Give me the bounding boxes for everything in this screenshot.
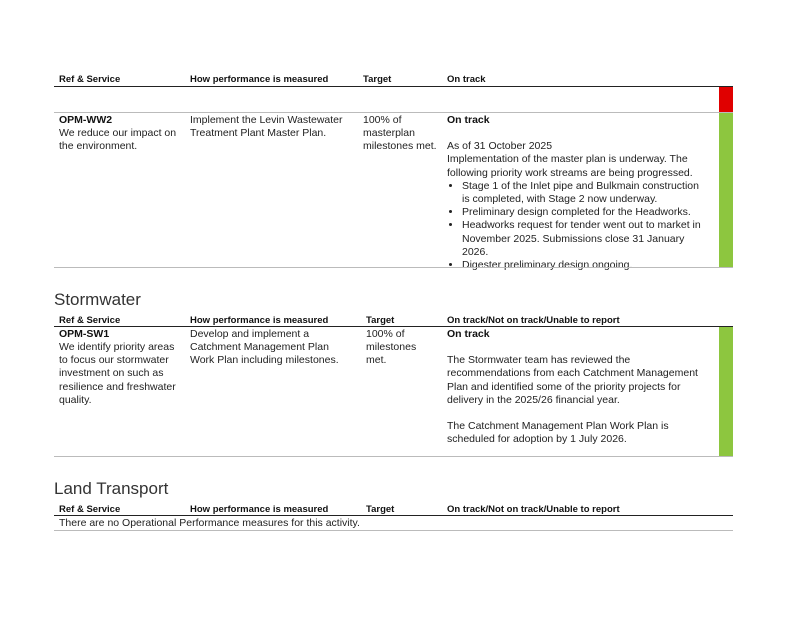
table1-header-target: Target <box>363 74 392 85</box>
table1-header-status: On track <box>447 74 486 85</box>
table1-status-title: On track <box>447 114 490 126</box>
table1-status-cell <box>447 114 709 272</box>
stormwater-ref-code: OPM-SW1 <box>59 328 110 340</box>
list-item: • Digester preliminary design ongoing. <box>462 259 709 272</box>
stormwater-header-status: On track/Not on track/Unable to report <box>447 315 620 326</box>
stormwater-ref-desc: We identify priority areas to focus our stormwater investment on such as resilience and freshwater quality. <box>59 341 176 406</box>
land-transport-header-how: How performance is measured <box>190 504 329 515</box>
table1-how: Implement the Levin Wastewater Treatment Plant Master Plan. <box>190 114 343 140</box>
section-title-stormwater: Stormwater <box>54 290 141 309</box>
land-transport-note: There are no Operational Performance measures for this activity. <box>59 517 360 529</box>
stormwater-row-green-indicator <box>719 327 733 456</box>
table1-ref-desc: We reduce our impact on the environment. <box>59 127 177 153</box>
stormwater-header-ref: Ref & Service <box>59 315 121 326</box>
table1-spacer-red-indicator <box>719 87 733 112</box>
table1-status-date: As of 31 October 2025 <box>447 140 553 153</box>
list-item: • Headworks request for tender went out to market in November 2025. Submissions close 31 January 2026. <box>462 219 709 259</box>
stormwater-target: 100% of milestones met. <box>366 328 417 367</box>
stormwater-status-cell <box>447 328 711 446</box>
land-transport-row-rule <box>54 530 733 531</box>
table1-row-green-indicator <box>719 113 733 267</box>
stormwater-header-how: How performance is measured <box>190 315 329 326</box>
stormwater-row-rule <box>54 456 733 457</box>
section-title-land-transport: Land Transport <box>54 479 169 498</box>
stormwater-status-p1: The Stormwater team has reviewed the recommendations from each Catchment Management Plan and identified some of the priority projects for delivery in the 2025/26 financial year. <box>447 354 698 406</box>
table1-header-how: How performance is measured <box>190 74 329 85</box>
stormwater-header-rule <box>54 326 733 327</box>
table1-target: 100% of masterplan milestones met. <box>363 114 437 153</box>
land-transport-header-status: On track/Not on track/Unable to report <box>447 504 620 515</box>
stormwater-status-p2: The Catchment Management Plan Work Plan is scheduled for adoption by 1 July 2026. <box>447 420 669 446</box>
table1-status-bullets <box>447 180 709 272</box>
list-item: • Preliminary design completed for the Headworks. <box>462 206 709 219</box>
land-transport-header-target: Target <box>366 504 395 515</box>
stormwater-status-title: On track <box>447 328 490 340</box>
list-item: • Stage 1 of the Inlet pipe and Bulkmain construction is completed, with Stage 2 now underway. <box>462 180 709 206</box>
stormwater-how: Develop and implement a Catchment Management Plan Work Plan including milestones. <box>190 328 339 367</box>
land-transport-header-ref: Ref & Service <box>59 504 121 515</box>
stormwater-header-target: Target <box>366 315 395 326</box>
table1-ref-code: OPM-WW2 <box>59 114 113 126</box>
table1-row-rule <box>54 267 733 268</box>
land-transport-header-rule <box>54 515 733 516</box>
table1-status-intro: Implementation of the master plan is underway. The following priority work streams are being progressed. <box>447 153 693 179</box>
table1-spacer-rule <box>54 112 733 113</box>
table1-header-ref: Ref & Service <box>59 74 121 85</box>
table1-header-rule <box>54 86 733 87</box>
